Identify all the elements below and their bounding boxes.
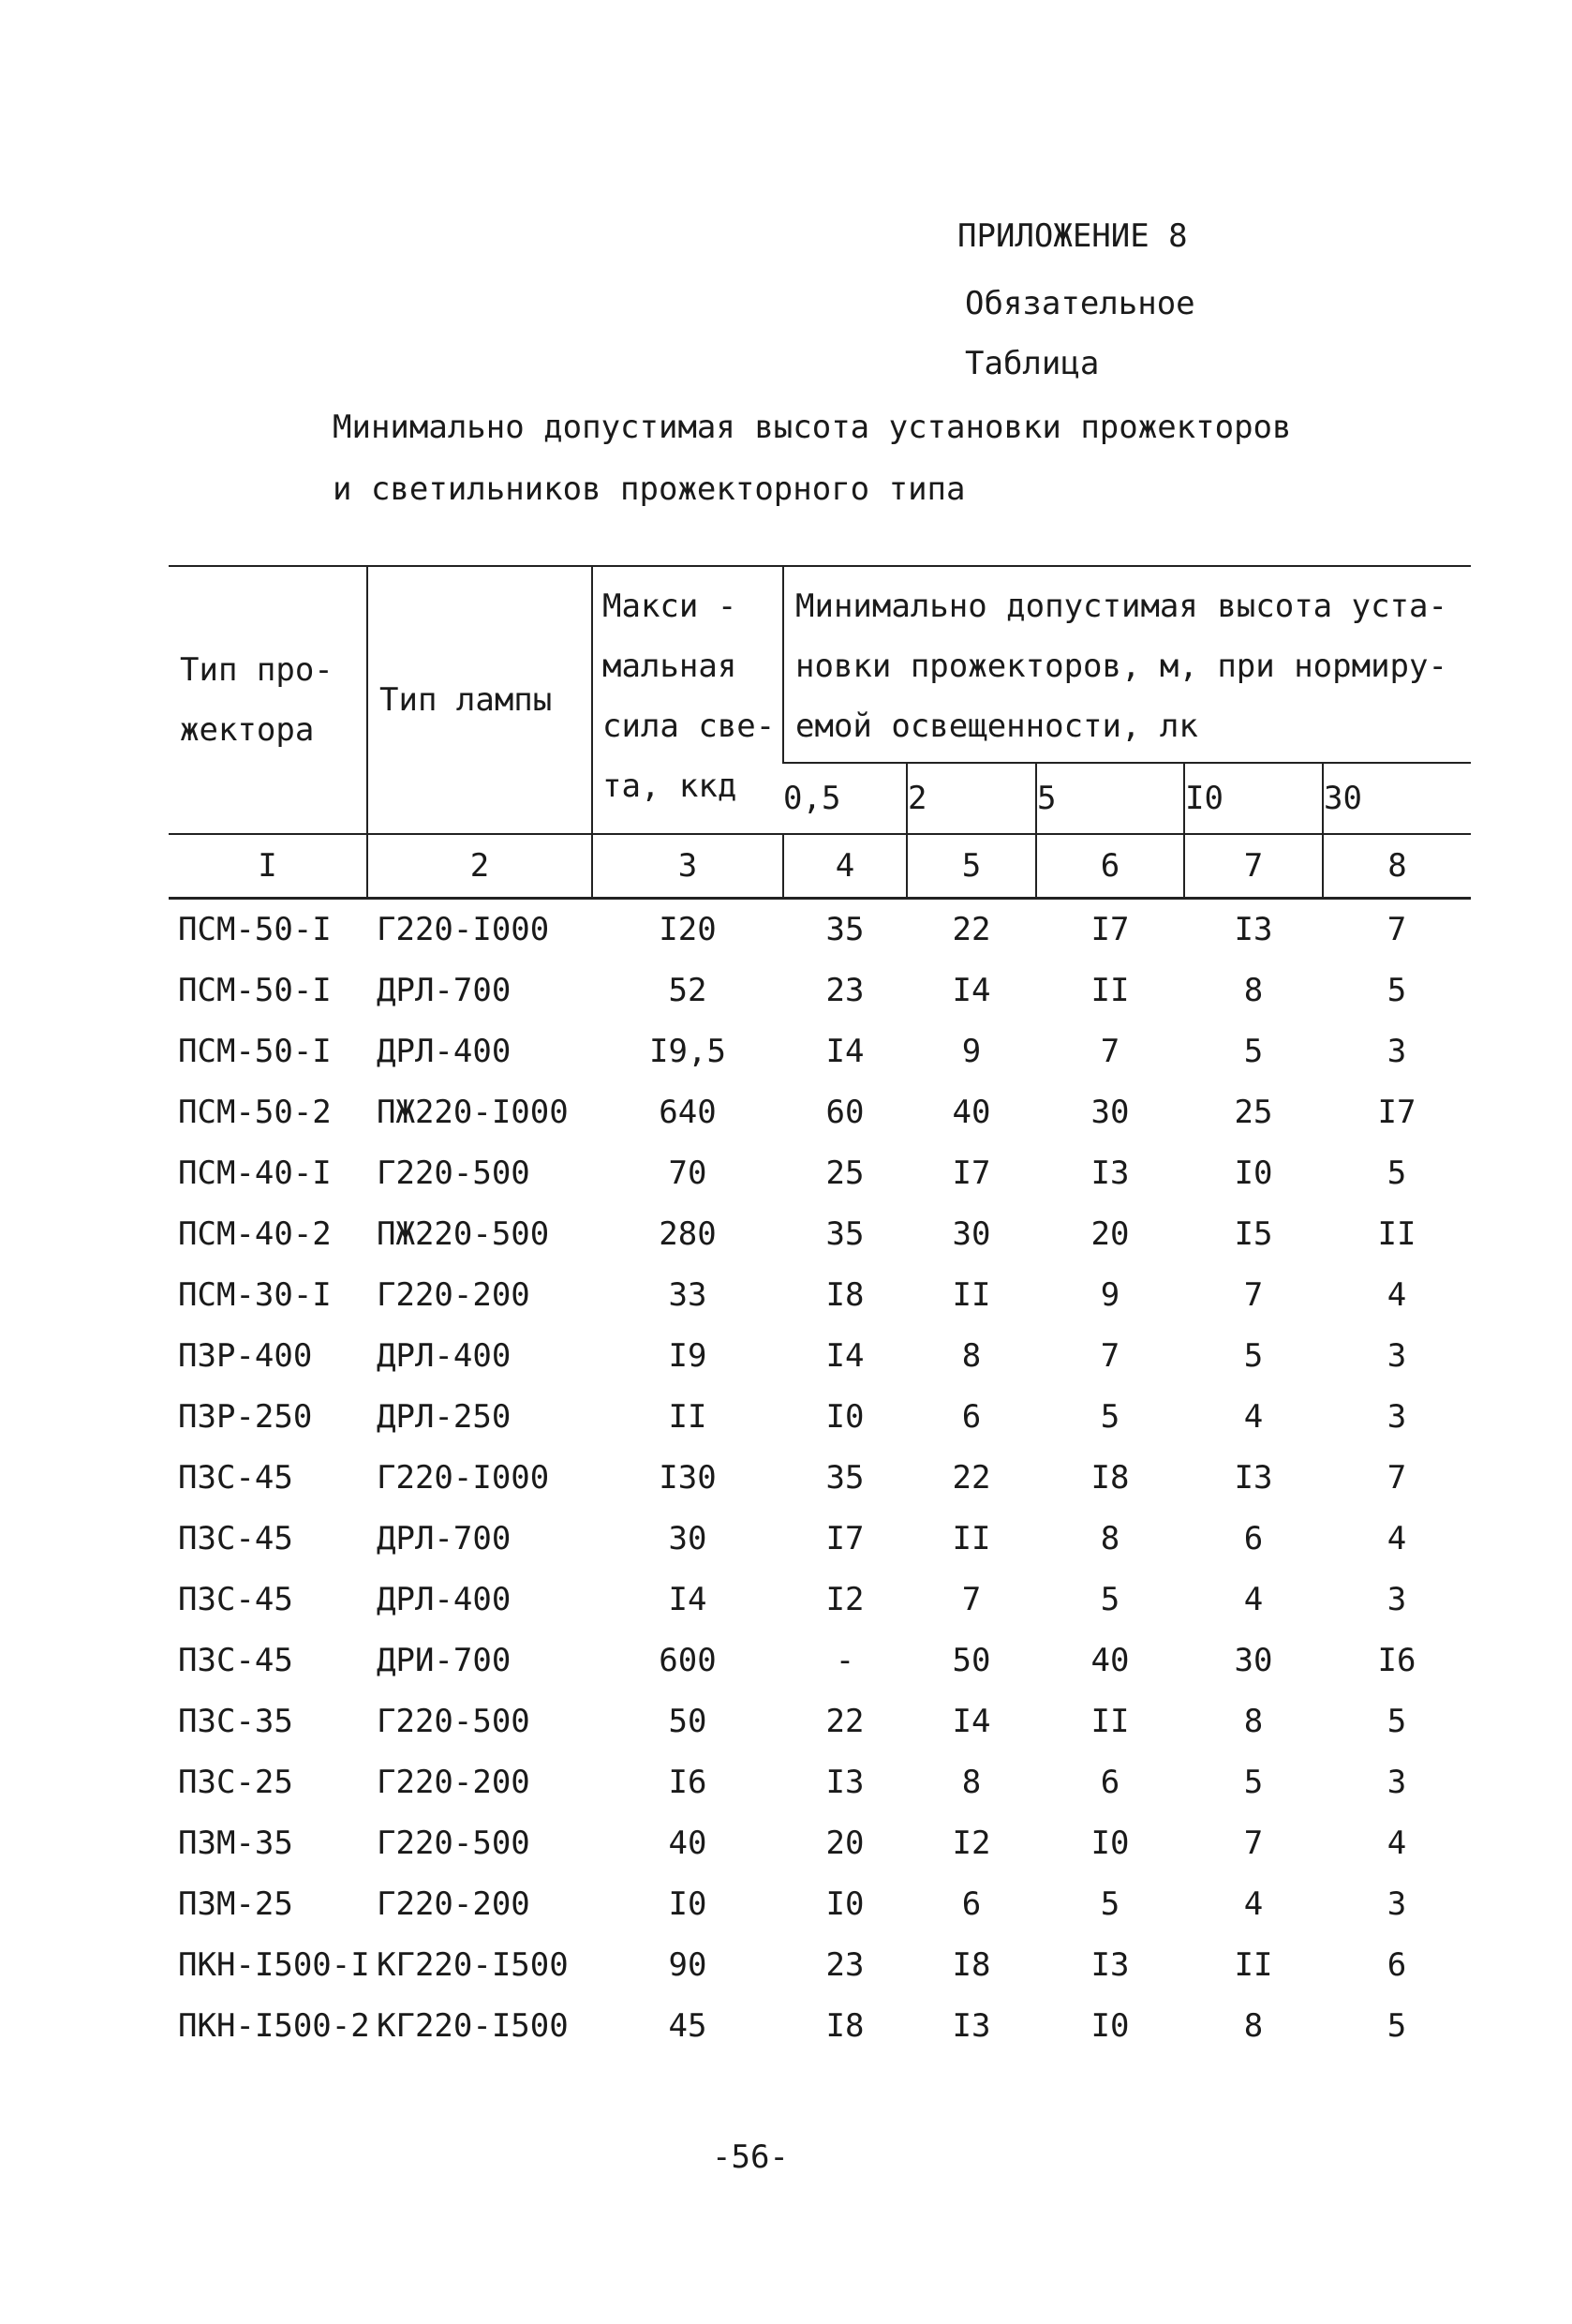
height-0-5-cell: 35 <box>825 1459 865 1497</box>
height-2-cell: 8 <box>961 1337 982 1375</box>
projector-type-cell: ПСМ-50-I <box>178 911 332 948</box>
height-30-cell: 5 <box>1387 1703 1407 1740</box>
appendix-label: ПРИЛОЖЕНИЕ 8 <box>957 217 1188 255</box>
table-row <box>169 1143 1471 1204</box>
height-10-cell: 8 <box>1243 2007 1264 2045</box>
height-5-cell: 9 <box>1100 1276 1120 1314</box>
height-10-cell: 5 <box>1243 1337 1264 1375</box>
table-row <box>169 1387 1471 1448</box>
height-5-cell: 20 <box>1090 1215 1130 1253</box>
height-0-5-cell: - <box>835 1642 855 1679</box>
projector-type-cell: ПЗС-25 <box>178 1764 293 1801</box>
max-intensity-cell: 70 <box>668 1155 707 1192</box>
height-30-cell: II <box>1377 1215 1416 1253</box>
lamp-type-cell: КГ220-I500 <box>377 2007 569 2045</box>
height-5-cell: 5 <box>1100 1581 1120 1618</box>
height-5-cell: I3 <box>1090 1946 1130 1984</box>
height-10-cell: I3 <box>1234 911 1273 948</box>
height-2-cell: I7 <box>952 1155 991 1192</box>
projector-type-cell: ПЗМ-25 <box>178 1885 293 1923</box>
table-row <box>169 899 1471 961</box>
table-row <box>169 1204 1471 1265</box>
table-title-line2: и светильников прожекторного типа <box>333 470 966 508</box>
table-row <box>169 1326 1471 1387</box>
projector-type-cell: ПЗР-400 <box>178 1337 313 1375</box>
height-5-cell: 40 <box>1090 1642 1130 1679</box>
height-2-cell: 6 <box>961 1885 982 1923</box>
max-intensity-cell: I9 <box>668 1337 707 1375</box>
header-illuminance-5: 5 <box>1036 763 1184 834</box>
max-intensity-cell: I20 <box>659 911 717 948</box>
lamp-type-cell: КГ220-I500 <box>377 1946 569 1984</box>
height-30-cell: 6 <box>1387 1946 1407 1984</box>
height-0-5-cell: I0 <box>825 1885 865 1923</box>
height-5-cell: 5 <box>1100 1398 1120 1436</box>
height-30-cell: 3 <box>1387 1337 1407 1375</box>
height-30-cell: 7 <box>1387 911 1407 948</box>
table-row <box>169 1570 1471 1631</box>
height-5-cell: 6 <box>1100 1764 1120 1801</box>
projector-type-cell: ПЗМ-35 <box>178 1825 293 1862</box>
height-30-cell: 4 <box>1387 1520 1407 1557</box>
projector-type-cell: ПЗС-45 <box>178 1581 293 1618</box>
header-min-height-group: Минимально допустимая высота уста- новки прожекторов, м, при нормиру- емой освещенности, лк <box>783 566 1471 763</box>
height-2-cell: I8 <box>952 1946 991 1984</box>
table-row <box>169 1935 1471 1996</box>
height-2-cell: II <box>952 1276 991 1314</box>
height-0-5-cell: 35 <box>825 1215 865 1253</box>
max-intensity-cell: 30 <box>668 1520 707 1557</box>
height-5-cell: 8 <box>1100 1520 1120 1557</box>
column-number: 7 <box>1184 834 1323 899</box>
table-row <box>169 1996 1471 2057</box>
max-intensity-cell: I0 <box>668 1885 707 1923</box>
height-2-cell: 7 <box>961 1581 982 1618</box>
height-0-5-cell: 23 <box>825 1946 865 1984</box>
height-10-cell: 5 <box>1243 1033 1264 1070</box>
height-0-5-cell: 23 <box>825 972 865 1009</box>
height-0-5-cell: 20 <box>825 1825 865 1862</box>
header-max-intensity: Макси - мальная сила све- та, ккд <box>592 566 783 834</box>
projector-type-cell: ПСМ-50-I <box>178 1033 332 1070</box>
projector-height-table <box>169 565 1471 2057</box>
status-label: Обязательное <box>965 285 1195 322</box>
lamp-type-cell: ДРЛ-400 <box>377 1337 512 1375</box>
height-10-cell: I0 <box>1234 1155 1273 1192</box>
height-2-cell: 30 <box>952 1215 991 1253</box>
height-30-cell: 4 <box>1387 1825 1407 1862</box>
height-30-cell: 5 <box>1387 2007 1407 2045</box>
height-2-cell: 22 <box>952 911 991 948</box>
column-number: 2 <box>367 834 592 899</box>
height-0-5-cell: I8 <box>825 1276 865 1314</box>
max-intensity-cell: 50 <box>668 1703 707 1740</box>
table-row <box>169 1631 1471 1691</box>
height-10-cell: 8 <box>1243 1703 1264 1740</box>
height-2-cell: I4 <box>952 972 991 1009</box>
table-row <box>169 1021 1471 1082</box>
height-10-cell: 6 <box>1243 1520 1264 1557</box>
table-row <box>169 1691 1471 1752</box>
height-10-cell: I5 <box>1234 1215 1273 1253</box>
lamp-type-cell: ДРЛ-250 <box>377 1398 512 1436</box>
height-10-cell: 7 <box>1243 1276 1264 1314</box>
column-number: 4 <box>783 834 907 899</box>
table-body <box>169 899 1471 2058</box>
table-row <box>169 1448 1471 1509</box>
height-0-5-cell: 60 <box>825 1094 865 1131</box>
height-30-cell: I6 <box>1377 1642 1416 1679</box>
height-0-5-cell: I8 <box>825 2007 865 2045</box>
max-intensity-cell: 280 <box>659 1215 717 1253</box>
max-intensity-cell: I30 <box>659 1459 717 1497</box>
lamp-type-cell: ПЖ220-500 <box>377 1215 550 1253</box>
lamp-type-cell: Г220-I000 <box>377 911 550 948</box>
table-row <box>169 1082 1471 1143</box>
projector-type-cell: ПЗС-45 <box>178 1520 293 1557</box>
projector-type-cell: ПЗР-250 <box>178 1398 313 1436</box>
table-row <box>169 1509 1471 1570</box>
height-0-5-cell: I3 <box>825 1764 865 1801</box>
lamp-type-cell: Г220-500 <box>377 1155 530 1192</box>
height-5-cell: 7 <box>1100 1337 1120 1375</box>
max-intensity-cell: 45 <box>668 2007 707 2045</box>
page-number: -56- <box>712 2138 789 2176</box>
lamp-type-cell: ДРЛ-700 <box>377 1520 512 1557</box>
lamp-type-cell: Г220-500 <box>377 1825 530 1862</box>
header-projector-type: Тип про-жектора <box>169 566 367 834</box>
lamp-type-cell: Г220-200 <box>377 1276 530 1314</box>
lamp-type-cell: Г220-500 <box>377 1703 530 1740</box>
height-2-cell: 8 <box>961 1764 982 1801</box>
height-10-cell: 8 <box>1243 972 1264 1009</box>
height-10-cell: 5 <box>1243 1764 1264 1801</box>
max-intensity-cell: 640 <box>659 1094 717 1131</box>
height-10-cell: 7 <box>1243 1825 1264 1862</box>
table-row <box>169 1874 1471 1935</box>
height-2-cell: 50 <box>952 1642 991 1679</box>
height-30-cell: 5 <box>1387 1155 1407 1192</box>
max-intensity-cell: 90 <box>668 1946 707 1984</box>
header-illuminance-10: I0 <box>1184 763 1323 834</box>
max-intensity-cell: I9,5 <box>649 1033 726 1070</box>
height-2-cell: 40 <box>952 1094 991 1131</box>
header-illuminance-30: 30 <box>1323 763 1471 834</box>
height-30-cell: 3 <box>1387 1581 1407 1618</box>
header-illuminance-0-5: 0,5 <box>783 780 841 817</box>
height-30-cell: 3 <box>1387 1033 1407 1070</box>
height-2-cell: II <box>952 1520 991 1557</box>
height-10-cell: I3 <box>1234 1459 1273 1497</box>
height-30-cell: I7 <box>1377 1094 1416 1131</box>
height-10-cell: 30 <box>1234 1642 1273 1679</box>
height-5-cell: I0 <box>1090 1825 1130 1862</box>
lamp-type-cell: ДРЛ-400 <box>377 1033 512 1070</box>
height-5-cell: II <box>1090 1703 1130 1740</box>
lamp-type-cell: ДРИ-700 <box>377 1642 512 1679</box>
projector-type-cell: ПЗС-45 <box>178 1642 293 1679</box>
height-0-5-cell: I0 <box>825 1398 865 1436</box>
projector-type-cell: ПЗС-45 <box>178 1459 293 1497</box>
column-number: I <box>169 834 367 899</box>
lamp-type-cell: Г220-200 <box>377 1764 530 1801</box>
table-row <box>169 1265 1471 1326</box>
lamp-type-cell: Г220-200 <box>377 1885 530 1923</box>
table-row <box>169 1813 1471 1874</box>
height-0-5-cell: I7 <box>825 1520 865 1557</box>
height-10-cell: 4 <box>1243 1581 1264 1618</box>
height-5-cell: II <box>1090 972 1130 1009</box>
projector-type-cell: ПСМ-50-2 <box>178 1094 332 1131</box>
lamp-type-cell: ДРЛ-700 <box>377 972 512 1009</box>
height-5-cell: 5 <box>1100 1885 1120 1923</box>
max-intensity-cell: I6 <box>668 1764 707 1801</box>
height-2-cell: 22 <box>952 1459 991 1497</box>
header-lamp-type: Тип лампы <box>367 566 592 834</box>
height-0-5-cell: 35 <box>825 911 865 948</box>
header-illuminance-2: 2 <box>907 763 1036 834</box>
max-intensity-cell: II <box>668 1398 707 1436</box>
column-number: 8 <box>1323 834 1471 899</box>
max-intensity-cell: I4 <box>668 1581 707 1618</box>
column-number: 3 <box>592 834 783 899</box>
projector-type-cell: ПСМ-40-I <box>178 1155 332 1192</box>
height-30-cell: 5 <box>1387 972 1407 1009</box>
height-0-5-cell: 22 <box>825 1703 865 1740</box>
height-5-cell: I7 <box>1090 911 1130 948</box>
height-30-cell: 4 <box>1387 1276 1407 1314</box>
height-0-5-cell: I4 <box>825 1033 865 1070</box>
height-2-cell: I3 <box>952 2007 991 2045</box>
table-row <box>169 961 1471 1021</box>
height-0-5-cell: I4 <box>825 1337 865 1375</box>
height-30-cell: 3 <box>1387 1885 1407 1923</box>
height-10-cell: II <box>1234 1946 1273 1984</box>
height-2-cell: 9 <box>961 1033 982 1070</box>
height-10-cell: 25 <box>1234 1094 1273 1131</box>
height-5-cell: I0 <box>1090 2007 1130 2045</box>
projector-type-cell: ПКН-I500-I <box>178 1946 370 1984</box>
column-number: 6 <box>1036 834 1184 899</box>
table-row <box>169 1752 1471 1813</box>
height-30-cell: 3 <box>1387 1398 1407 1436</box>
projector-height-table-container <box>169 565 1471 2057</box>
table-title-line1: Минимально допустимая высота установки прожекторов <box>333 409 1292 446</box>
column-number: 5 <box>907 834 1036 899</box>
height-5-cell: 30 <box>1090 1094 1130 1131</box>
max-intensity-cell: 40 <box>668 1825 707 1862</box>
height-2-cell: 6 <box>961 1398 982 1436</box>
height-2-cell: I4 <box>952 1703 991 1740</box>
height-5-cell: 7 <box>1100 1033 1120 1070</box>
projector-type-cell: ПСМ-30-I <box>178 1276 332 1314</box>
height-30-cell: 7 <box>1387 1459 1407 1497</box>
height-5-cell: I3 <box>1090 1155 1130 1192</box>
height-10-cell: 4 <box>1243 1398 1264 1436</box>
table-label: Таблица <box>965 345 1100 382</box>
height-10-cell: 4 <box>1243 1885 1264 1923</box>
height-2-cell: I2 <box>952 1825 991 1862</box>
max-intensity-cell: 33 <box>668 1276 707 1314</box>
height-5-cell: I8 <box>1090 1459 1130 1497</box>
max-intensity-cell: 52 <box>668 972 707 1009</box>
lamp-type-cell: Г220-I000 <box>377 1459 550 1497</box>
height-0-5-cell: I2 <box>825 1581 865 1618</box>
projector-type-cell: ПЗС-35 <box>178 1703 293 1740</box>
height-0-5-cell: 25 <box>825 1155 865 1192</box>
projector-type-cell: ПСМ-40-2 <box>178 1215 332 1253</box>
max-intensity-cell: 600 <box>659 1642 717 1679</box>
projector-type-cell: ПКН-I500-2 <box>178 2007 370 2045</box>
lamp-type-cell: ПЖ220-I000 <box>377 1094 569 1131</box>
projector-type-cell: ПСМ-50-I <box>178 972 332 1009</box>
lamp-type-cell: ДРЛ-400 <box>377 1581 512 1618</box>
height-30-cell: 3 <box>1387 1764 1407 1801</box>
